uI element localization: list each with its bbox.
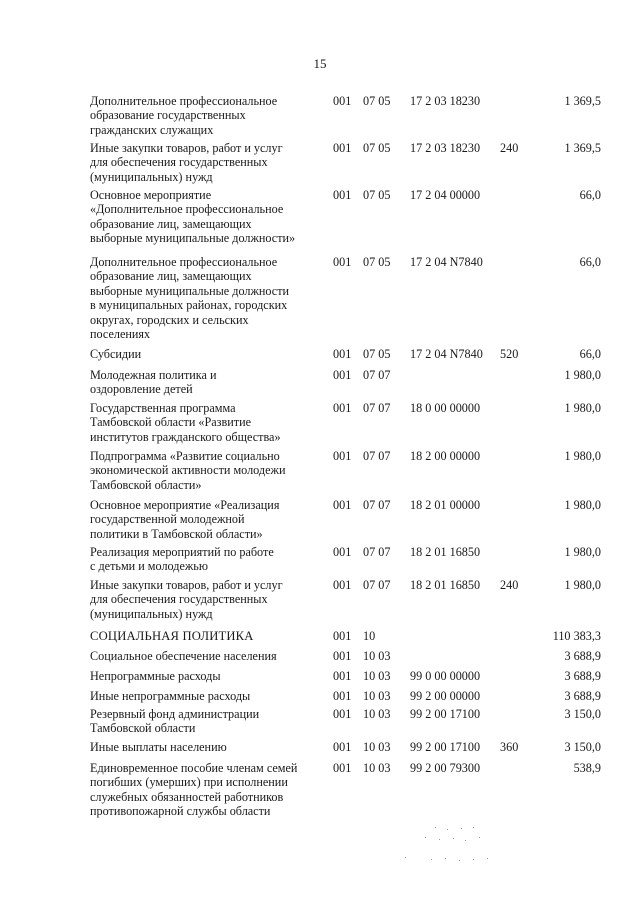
section-code: 10 03 xyxy=(363,669,391,683)
target-article-code: 17 2 04 00000 xyxy=(410,188,481,202)
row-name xyxy=(90,141,320,184)
section-code: 07 07 xyxy=(363,498,391,512)
section-code: 07 05 xyxy=(363,188,391,202)
row-name-line: Молодежная политика и xyxy=(90,368,217,382)
row-name-line: оздоровление детей xyxy=(90,382,193,397)
row-name-line: Единовременное пособие членам семей xyxy=(90,761,298,775)
speck xyxy=(435,827,436,828)
speck xyxy=(473,859,474,860)
row-name xyxy=(90,545,320,574)
section-code: 07 05 xyxy=(363,141,391,155)
target-article-code: 99 0 00 00000 xyxy=(410,669,481,683)
speck xyxy=(431,859,432,860)
row-name-line: образование лиц, замещающих xyxy=(90,269,252,284)
scan-specks xyxy=(395,825,505,875)
row-name-line: Основное мероприятие «Реализация xyxy=(90,498,280,512)
row-name-line: политики в Тамбовской области» xyxy=(90,526,263,541)
amount: 538,9 xyxy=(573,761,601,775)
section-code: 07 07 xyxy=(363,368,391,382)
agency-code: 001 xyxy=(333,347,352,361)
agency-code: 001 xyxy=(333,689,352,703)
speck xyxy=(479,837,480,838)
row-name xyxy=(90,578,320,621)
row-name xyxy=(90,707,320,736)
section-code: 10 03 xyxy=(363,740,391,754)
agency-code: 001 xyxy=(333,401,352,415)
amount: 1 980,0 xyxy=(564,578,601,592)
section-code: 07 05 xyxy=(363,255,391,269)
row-name-line: Тамбовской области» xyxy=(90,477,202,492)
speck xyxy=(453,838,454,839)
row-name-line: государственной молодежной xyxy=(90,512,245,527)
agency-code: 001 xyxy=(333,649,352,663)
row-name-line: экономической активности молодежи xyxy=(90,463,286,478)
amount: 1 980,0 xyxy=(564,545,601,559)
row-name-line: выборные муниципальные должности» xyxy=(90,231,296,246)
agency-code: 001 xyxy=(333,449,352,463)
amount: 1 980,0 xyxy=(564,368,601,382)
expense-type-code: 520 xyxy=(500,347,519,361)
target-article-code: 99 2 00 79300 xyxy=(410,761,481,775)
row-name xyxy=(90,188,320,246)
agency-code: 001 xyxy=(333,578,352,592)
agency-code: 001 xyxy=(333,188,352,202)
agency-code: 001 xyxy=(333,545,352,559)
row-name-line: «Дополнительное профессиональное xyxy=(90,202,284,217)
amount: 1 980,0 xyxy=(564,401,601,415)
row-name xyxy=(90,761,320,819)
speck xyxy=(439,839,440,840)
agency-code: 001 xyxy=(333,141,352,155)
amount: 1 369,5 xyxy=(564,141,601,155)
amount: 110 383,3 xyxy=(552,629,601,643)
row-name-line: Тамбовской области xyxy=(90,721,196,736)
section-code: 10 03 xyxy=(363,649,391,663)
row-name-line: Субсидии xyxy=(90,347,142,361)
row-name-line: погибших (умерших) при исполнении xyxy=(90,775,288,790)
row-name-line: для обеспечения государственных xyxy=(90,592,268,607)
amount: 3 688,9 xyxy=(564,689,601,703)
section-code: 10 03 xyxy=(363,689,391,703)
speck xyxy=(405,857,406,858)
amount: 1 980,0 xyxy=(564,498,601,512)
section-code: 07 07 xyxy=(363,545,391,559)
amount: 66,0 xyxy=(579,188,601,202)
row-name-line: Иные закупки товаров, работ и услуг xyxy=(90,141,283,155)
row-name-line: образование государственных xyxy=(90,108,246,123)
speck xyxy=(447,829,448,830)
target-article-code: 99 2 00 00000 xyxy=(410,689,481,703)
section-code: 07 07 xyxy=(363,449,391,463)
row-name-line: округах, городских и сельских xyxy=(90,312,249,327)
speck xyxy=(465,840,466,841)
row-name-line: противопожарной службы области xyxy=(90,804,271,819)
row-name-line: Реализация мероприятий по работе xyxy=(90,545,274,559)
row-name-line: Дополнительное профессиональное xyxy=(90,94,278,108)
amount: 3 150,0 xyxy=(564,740,601,754)
target-article-code: 18 2 00 00000 xyxy=(410,449,481,463)
row-name xyxy=(90,401,320,444)
row-name xyxy=(90,255,320,341)
row-name-line: (муниципальных) нужд xyxy=(90,606,213,621)
amount: 3 688,9 xyxy=(564,649,601,663)
row-name-line: служебных обязанностей работников xyxy=(90,789,284,804)
speck xyxy=(445,858,446,859)
section-code: 07 05 xyxy=(363,94,391,108)
row-name xyxy=(90,649,320,663)
expense-type-code: 240 xyxy=(500,578,519,592)
target-article-code: 17 2 03 18230 xyxy=(410,141,481,155)
speck xyxy=(473,827,474,828)
row-name-line: СОЦИАЛЬНАЯ ПОЛИТИКА xyxy=(90,629,254,643)
section-code: 07 05 xyxy=(363,347,391,361)
row-name-line: Иные закупки товаров, работ и услуг xyxy=(90,578,283,592)
row-name-line: Иные выплаты населению xyxy=(90,740,227,754)
row-name-line: поселениях xyxy=(90,327,151,342)
row-name xyxy=(90,347,320,361)
row-name xyxy=(90,669,320,683)
row-name-line: Резервный фонд администрации xyxy=(90,707,260,721)
expense-type-code: 240 xyxy=(500,141,519,155)
section-code: 07 07 xyxy=(363,401,391,415)
target-article-code: 17 2 04 N7840 xyxy=(410,347,483,361)
amount: 1 369,5 xyxy=(564,94,601,108)
target-article-code: 17 2 04 N7840 xyxy=(410,255,483,269)
expense-type-code: 360 xyxy=(500,740,519,754)
page-number: 15 xyxy=(313,56,327,71)
row-name xyxy=(90,368,320,397)
agency-code: 001 xyxy=(333,255,352,269)
row-name xyxy=(90,740,320,754)
amount: 3 688,9 xyxy=(564,669,601,683)
target-article-code: 18 2 01 16850 xyxy=(410,578,481,592)
row-name-line: гражданских служащих xyxy=(90,122,214,137)
section-code: 10 03 xyxy=(363,761,391,775)
row-name xyxy=(90,689,320,703)
agency-code: 001 xyxy=(333,761,352,775)
row-name-line: Подпрограмма «Развитие социально xyxy=(90,449,280,463)
row-name-line: образование лиц, замещающих xyxy=(90,216,252,231)
agency-code: 001 xyxy=(333,368,352,382)
target-article-code: 18 2 01 00000 xyxy=(410,498,481,512)
amount: 66,0 xyxy=(579,255,601,269)
row-name-line: в муниципальных районах, городских xyxy=(90,298,288,313)
agency-code: 001 xyxy=(333,740,352,754)
row-name xyxy=(90,629,320,643)
agency-code: 001 xyxy=(333,498,352,512)
target-article-code: 18 0 00 00000 xyxy=(410,401,481,415)
row-name-line: выборные муниципальные должности xyxy=(90,283,290,298)
agency-code: 001 xyxy=(333,94,352,108)
amount: 66,0 xyxy=(579,347,601,361)
row-name-line: Непрограммные расходы xyxy=(90,669,221,683)
row-name-line: Дополнительное профессиональное xyxy=(90,255,278,269)
row-name-line: для обеспечения государственных xyxy=(90,155,268,170)
row-name-line: (муниципальных) нужд xyxy=(90,169,213,184)
amount: 1 980,0 xyxy=(564,449,601,463)
speck xyxy=(487,858,488,859)
row-name-line: Основное мероприятие xyxy=(90,188,212,202)
speck xyxy=(459,860,460,861)
row-name-line: Иные непрограммные расходы xyxy=(90,689,251,703)
speck xyxy=(461,828,462,829)
speck xyxy=(425,837,426,838)
section-code: 10 03 xyxy=(363,707,391,721)
row-name xyxy=(90,94,320,137)
row-name-line: с детьми и молодежью xyxy=(90,559,208,574)
section-code: 07 07 xyxy=(363,578,391,592)
row-name-line: Государственная программа xyxy=(90,401,236,415)
row-name-line: Социальное обеспечение населения xyxy=(90,649,277,663)
row-name-line: Тамбовской области «Развитие xyxy=(90,415,252,430)
agency-code: 001 xyxy=(333,629,352,643)
agency-code: 001 xyxy=(333,669,352,683)
amount: 3 150,0 xyxy=(564,707,601,721)
section-code: 10 xyxy=(363,629,376,643)
row-name xyxy=(90,449,320,492)
target-article-code: 99 2 00 17100 xyxy=(410,707,481,721)
target-article-code: 17 2 03 18230 xyxy=(410,94,481,108)
target-article-code: 18 2 01 16850 xyxy=(410,545,481,559)
agency-code: 001 xyxy=(333,707,352,721)
row-name-line: институтов гражданского общества» xyxy=(90,429,281,444)
row-name xyxy=(90,498,320,541)
target-article-code: 99 2 00 17100 xyxy=(410,740,481,754)
